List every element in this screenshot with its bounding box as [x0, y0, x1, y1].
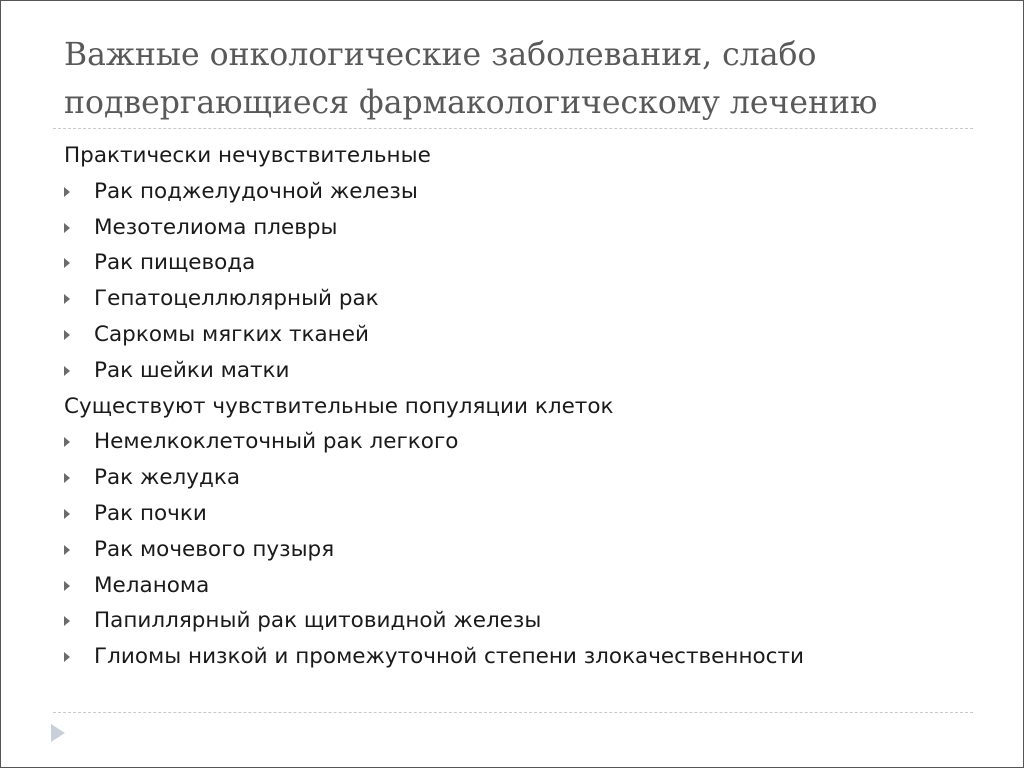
- triangle-right-icon: [64, 616, 70, 626]
- slide-title: [64, 31, 994, 127]
- triangle-right-icon: [64, 509, 70, 519]
- section-heading: Существуют чувствительные популяции клеток: [64, 393, 614, 419]
- triangle-right-icon: [64, 652, 70, 662]
- triangle-right-icon: [64, 581, 70, 591]
- triangle-right-icon: [64, 437, 70, 447]
- list-item: [64, 317, 984, 353]
- list-item: [64, 532, 984, 568]
- list-item: [64, 353, 984, 389]
- list-item-text: Рак поджелудочной железы: [94, 178, 418, 204]
- slide-content: [64, 138, 984, 675]
- list-item: [64, 424, 984, 460]
- list-item: [64, 281, 984, 317]
- list-item-text: Рак шейки матки: [94, 357, 290, 383]
- list-item-text: Меланома: [94, 572, 210, 598]
- footer-divider: [53, 712, 973, 713]
- list-item-text: Рак почки: [94, 500, 207, 526]
- triangle-right-icon: [64, 294, 70, 304]
- list-item-text: Немелкоклеточный рак легкого: [94, 429, 459, 455]
- triangle-right-icon: [64, 330, 70, 340]
- slide-title-line-2: подвергающиеся фармакологическому лечению: [64, 85, 878, 121]
- triangle-right-icon: [64, 366, 70, 376]
- triangle-right-icon: [64, 223, 70, 233]
- list-item: [64, 245, 984, 281]
- section-heading: Практически нечувствительные: [64, 143, 431, 168]
- list-item-text: Глиомы низкой и промежуточной степени злокачественности: [94, 644, 804, 670]
- triangle-right-icon: [64, 187, 70, 197]
- list-item-text: Саркомы мягких тканей: [94, 321, 369, 347]
- list-item-text: Папиллярный рак щитовидной железы: [94, 608, 542, 634]
- list-item: [64, 496, 984, 532]
- list-item-text: Гепатоцеллюлярный рак: [94, 286, 379, 312]
- list-item: [64, 639, 984, 675]
- slide-title-line-1: Важные онкологические заболевания, слабо: [64, 37, 817, 73]
- next-slide-arrow-icon[interactable]: [51, 724, 65, 742]
- list-item: [64, 603, 984, 639]
- triangle-right-icon: [64, 258, 70, 268]
- title-divider: [53, 128, 973, 129]
- list-item-text: Мезотелиома плевры: [94, 214, 338, 240]
- list-item: [64, 210, 984, 246]
- list-item: [64, 174, 984, 210]
- triangle-right-icon: [64, 545, 70, 555]
- list-item: [64, 460, 984, 496]
- triangle-right-icon: [64, 473, 70, 483]
- list-item-text: Рак желудка: [94, 465, 241, 491]
- list-item-text: Рак мочевого пузыря: [94, 536, 335, 562]
- list-item-text: Рак пищевода: [94, 250, 256, 276]
- list-item: [64, 568, 984, 604]
